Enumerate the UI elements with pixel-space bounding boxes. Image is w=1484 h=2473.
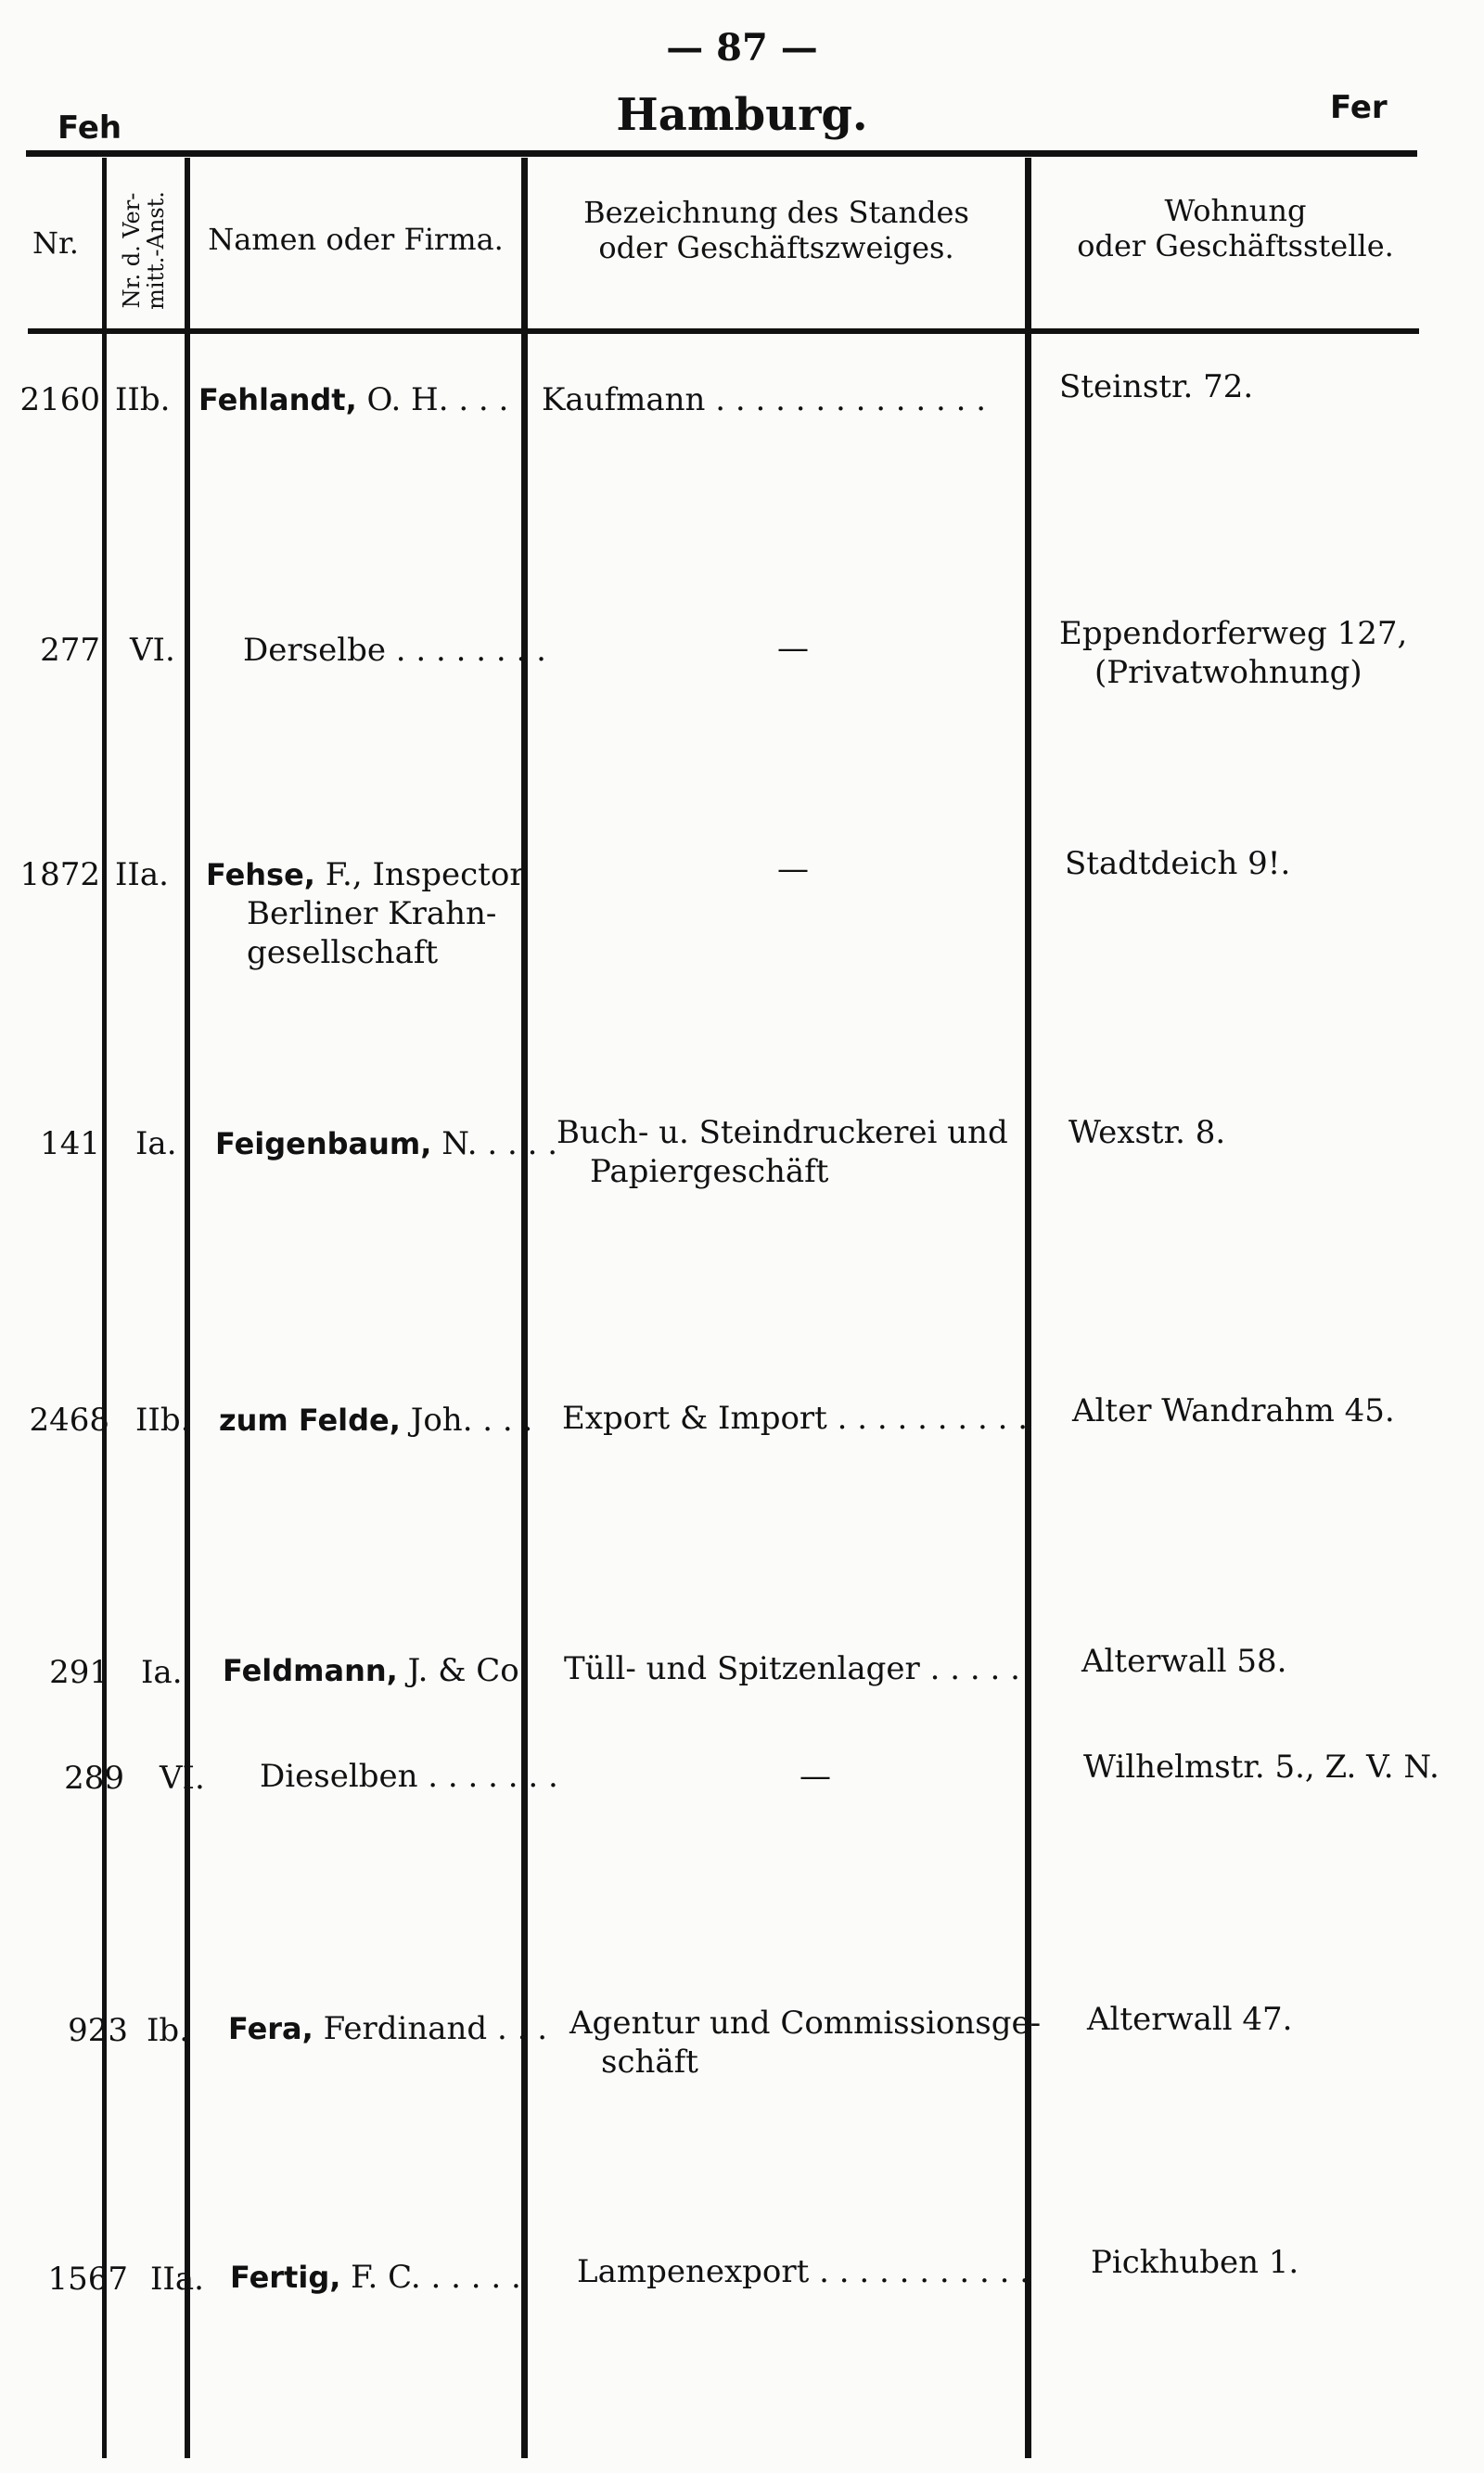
entry-name <box>223 1651 529 1690</box>
entry-name-rest: Ferdinand . . . <box>313 2010 548 2047</box>
entry-wohnung: Pickhuben 1. <box>1091 2244 1299 2281</box>
entry-wohnung: Alterwall 47. <box>1087 2001 1293 2038</box>
column-rule <box>185 158 190 2458</box>
entry-stand: Kaufmann . . . . . . . . . . . . . . <box>542 381 987 418</box>
entry-wohnung: Stadtdeich 9!. <box>1065 845 1291 882</box>
entry-stand <box>556 1113 1008 1191</box>
running-head-right: Fer <box>1330 89 1388 126</box>
entry-agency: Ia. <box>141 1654 183 1691</box>
entry-name <box>260 1757 558 1796</box>
entry-name-rest: F., Inspector <box>314 856 525 893</box>
entry-wohnung: Steinstr. 72. <box>1059 368 1254 405</box>
entry-stand: — <box>777 630 809 667</box>
column-header-wohnung-line1: Wohnung <box>1164 193 1307 228</box>
entry-name-bold: Fera, <box>228 2011 313 2046</box>
entry-agency: IIa. <box>150 2261 204 2298</box>
entry-number: 923 <box>68 2012 128 2049</box>
entry-name-bold: Fertig, <box>230 2260 341 2295</box>
entry-number: 277 <box>40 632 100 669</box>
column-header-wohnung <box>1031 193 1439 263</box>
entry-agency: Ia. <box>135 1125 177 1162</box>
entry-name <box>219 1401 532 1440</box>
entry-name-rest: Joh. . . . <box>400 1402 533 1439</box>
entry-name <box>228 2009 547 2048</box>
column-header-nr: Nr. <box>32 225 79 261</box>
entry-number: 1567 <box>47 2261 128 2298</box>
entry-name-rest: F. C. . . . . . <box>340 2259 521 2296</box>
entry-agency: VI. <box>160 1760 205 1797</box>
entry-number: 1872 <box>19 856 100 893</box>
entry-name-line1 <box>206 855 525 894</box>
column-header-name: Namen oder Firma. <box>208 222 504 257</box>
entry-number: 2468 <box>29 1402 109 1439</box>
entry-stand-line2: Papiergeschäft <box>590 1153 829 1190</box>
column-header-stand-line2: oder Geschäftszweiges. <box>598 230 954 265</box>
entry-name-rest: J. & Co. <box>397 1652 529 1689</box>
entry-name-line3: gesellschaft <box>247 934 439 971</box>
entry-stand: — <box>777 851 809 888</box>
entry-name <box>198 380 529 419</box>
column-header-stand-line1: Bezeichnung des Standes <box>583 195 969 230</box>
page-title: Hamburg. <box>616 89 868 141</box>
entry-name-bold: Fehlandt, <box>198 382 357 417</box>
entry-agency: IIa. <box>115 856 169 893</box>
entry-name <box>230 2258 521 2297</box>
column-rule <box>521 158 528 2458</box>
entry-wohnung: Alterwall 58. <box>1081 1643 1287 1680</box>
page-number: — 87 — <box>666 26 818 70</box>
entry-number: 141 <box>40 1125 100 1162</box>
column-rule <box>1025 158 1031 2458</box>
entry-wohnung-line1: Eppendorferweg 127, <box>1059 615 1408 652</box>
entry-number: 291 <box>49 1654 109 1691</box>
entry-stand-line2: schäft <box>601 2044 698 2081</box>
entry-name-bold: Feigenbaum, <box>215 1126 432 1161</box>
entry-wohnung: Wexstr. 8. <box>1068 1114 1226 1151</box>
entry-name-line2: Berliner Krahn- <box>247 895 497 932</box>
entry-name-bold: Fehse, <box>206 857 315 892</box>
entry-number: 2160 <box>19 381 100 418</box>
entry-agency: IIb. <box>135 1402 191 1439</box>
top-rule <box>26 150 1417 157</box>
entry-agency: VI. <box>130 632 175 669</box>
header-rule <box>28 328 1419 334</box>
entry-name <box>215 1124 557 1163</box>
entry-stand: Tüll- und Spitzenlager . . . . . <box>564 1650 1020 1687</box>
entry-agency: IIb. <box>115 381 171 418</box>
column-rule <box>102 158 107 2458</box>
entry-name-bold: Feldmann, <box>223 1653 398 1688</box>
entry-stand: Export & Import . . . . . . . . . . <box>562 1400 1028 1437</box>
column-header-vermitt: Nr. d. Ver-mitt.-Anst. <box>119 191 169 310</box>
entry-wohnung <box>1059 614 1407 692</box>
entry-name-rest: N. . . . . <box>431 1125 558 1162</box>
entry-stand <box>569 2004 1041 2082</box>
entry-wohnung: Alter Wandrahm 45. <box>1072 1392 1395 1429</box>
column-header-stand <box>528 195 1025 265</box>
entry-wohnung-line2: (Privatwohnung) <box>1094 654 1362 691</box>
entry-name <box>243 631 546 670</box>
entry-wohnung: Wilhelmstr. 5., Z. V. N. <box>1083 1749 1439 1786</box>
entry-stand: — <box>800 1758 831 1795</box>
entry-number: 289 <box>64 1760 124 1797</box>
entry-agency: Ib. <box>147 2012 190 2049</box>
entry-name-rest: O. H. . . . . <box>356 381 529 418</box>
entry-name-bold: zum Felde, <box>219 1403 401 1438</box>
column-header-wohnung-line2: oder Geschäftsstelle. <box>1077 228 1394 263</box>
entry-stand: Lampenexport . . . . . . . . . . . <box>577 2253 1030 2290</box>
entry-stand-line1: Buch- u. Steindruckerei und <box>556 1114 1008 1151</box>
running-head-left: Feh <box>58 109 122 147</box>
entry-name-rest: Derselbe . . . . . . . . <box>243 632 546 669</box>
entry-name-rest: Dieselben . . . . . . . <box>260 1758 558 1795</box>
entry-name <box>206 855 525 972</box>
entry-stand-line1: Agentur und Commissionsge- <box>569 2005 1042 2042</box>
